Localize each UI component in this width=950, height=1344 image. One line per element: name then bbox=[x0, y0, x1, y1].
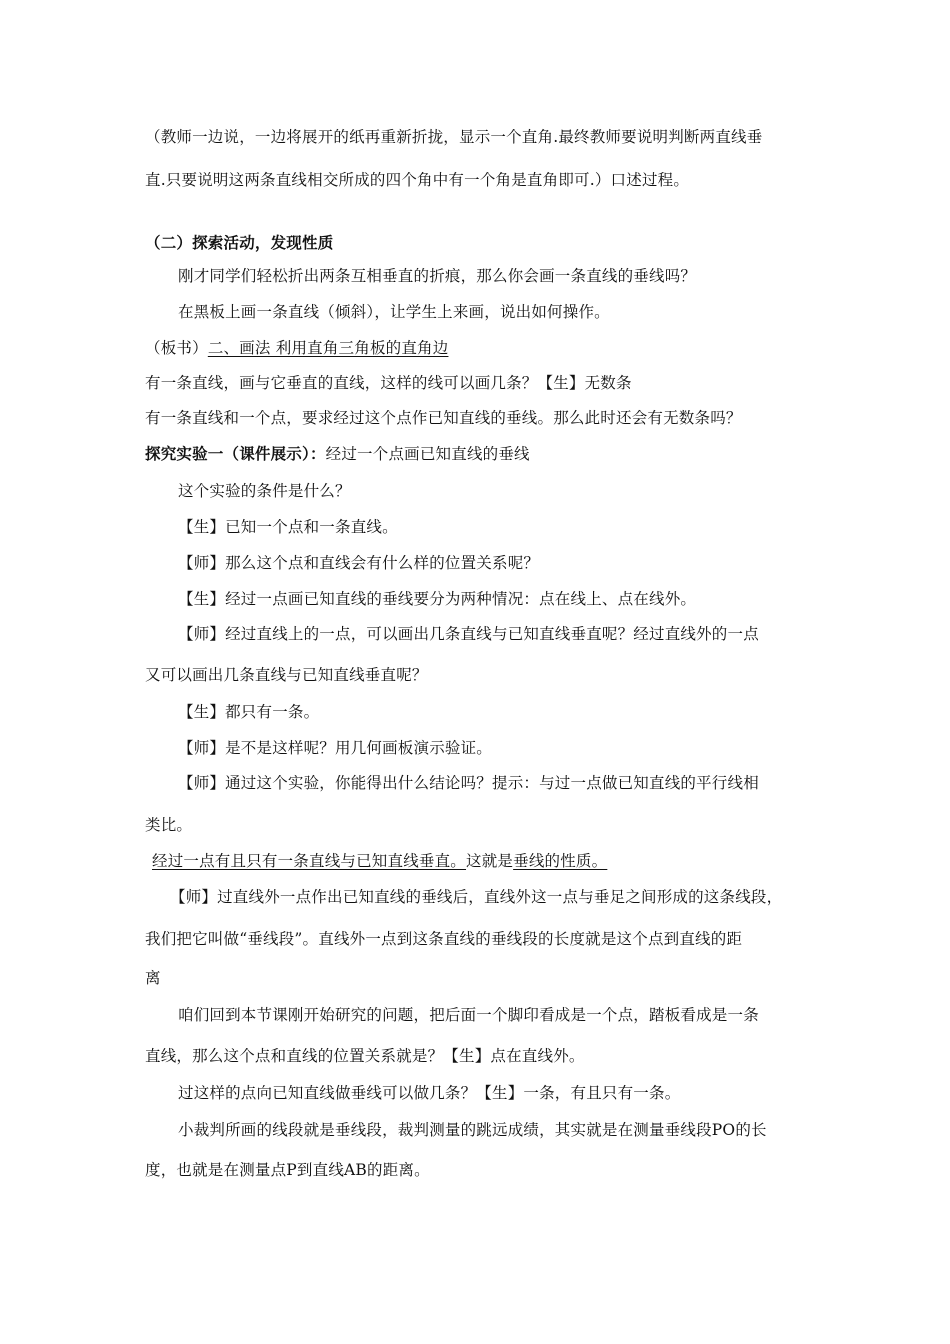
board-writing bbox=[145, 338, 448, 358]
paragraph-teacher-position: 【师】那么这个点和直线会有什么样的位置关系呢？ bbox=[178, 554, 540, 572]
paragraph-referee-line1: 小裁判所画的线段就是垂线段，裁判测量的跳远成绩，其实就是在测量垂线段PO的长 bbox=[178, 1121, 767, 1139]
paragraph-perpendicular-segment-line1: 【师】过直线外一点作出已知直线的垂线后，直线外这一点与垂足之间形成的这条线段， bbox=[170, 888, 783, 906]
paragraph-teacher-conclusion-line2: 类比。 bbox=[145, 816, 193, 834]
perpendicular-property bbox=[152, 851, 607, 871]
paragraph-teacher-fold-line2: 直.只要说明这两条直线相交所成的四个角中有一个角是直角即可.）口述过程。 bbox=[145, 171, 690, 189]
paragraph-footprint-line1: 咱们回到本节课刚开始研究的问题，把后面一个脚印看成是一个点，踏板看成是一条 bbox=[178, 1006, 759, 1024]
property-statement: 经过一点有且只有一条直线与已知直线垂直。 bbox=[152, 852, 467, 870]
property-connector: 这就是 bbox=[466, 852, 514, 870]
experiment-one-text: 经过一个点画已知直线的垂线 bbox=[325, 445, 530, 463]
paragraph-teacher-how-many-line1: 【师】经过直线上的一点，可以画出几条直线与已知直线垂直呢？经过直线外的一点 bbox=[178, 625, 759, 643]
paragraph-footprint-line2: 直线，那么这个点和直线的位置关系就是？【生】点在直线外。 bbox=[145, 1047, 585, 1065]
paragraph-infinite-lines: 有一条直线，画与它垂直的直线，这样的线可以画几条？【生】无数条 bbox=[145, 374, 632, 392]
board-method: 二、画法 利用直角三角板的直角边 bbox=[207, 339, 449, 357]
board-prefix: （板书） bbox=[145, 339, 208, 357]
paragraph-fold-creases: 刚才同学们轻松折出两条互相垂直的折痕，那么你会画一条直线的垂线吗？ bbox=[178, 267, 697, 285]
paragraph-teacher-how-many-line2: 又可以画出几条直线与已知直线垂直呢？ bbox=[145, 666, 428, 684]
experiment-one-title: 探究实验一（课件展示）： bbox=[145, 444, 326, 463]
paragraph-teacher-verify: 【师】是不是这样呢？用几何画板演示验证。 bbox=[178, 739, 493, 757]
paragraph-perpendicular-segment-line2: 我们把它叫做“垂线段”。直线外一点到这条直线的垂线段的长度就是这个点到直线的距 bbox=[145, 930, 743, 948]
paragraph-teacher-fold-line1: （教师一边说，一边将展开的纸再重新折拢，显示一个直角.最终教师要说明判断两直线垂 bbox=[145, 128, 763, 146]
paragraph-blackboard: 在黑板上画一条直线（倾斜），让学生上来画，说出如何操作。 bbox=[178, 303, 610, 321]
property-name: 垂线的性质。 bbox=[513, 852, 608, 870]
paragraph-student-two-cases: 【生】经过一点画已知直线的垂线要分为两种情况：点在线上、点在线外。 bbox=[178, 590, 697, 608]
section-title-explore: （二）探索活动，发现性质 bbox=[145, 233, 334, 252]
paragraph-teacher-conclusion-line1: 【师】通过这个实验，你能得出什么结论吗？提示：与过一点做已知直线的平行线相 bbox=[178, 774, 759, 792]
paragraph-point-and-line: 有一条直线和一个点，要求经过这个点作已知直线的垂线。那么此时还会有无数条吗？ bbox=[145, 409, 742, 427]
paragraph-referee-line2: 度，也就是在测量点P到直线AB的距离。 bbox=[145, 1161, 430, 1179]
paragraph-student-known: 【生】已知一个点和一条直线。 bbox=[178, 518, 398, 536]
experiment-one bbox=[145, 444, 530, 464]
paragraph-student-only-one: 【生】都只有一条。 bbox=[178, 703, 320, 721]
paragraph-condition: 这个实验的条件是什么？ bbox=[178, 482, 351, 500]
paragraph-how-many-perpendiculars: 过这样的点向已知直线做垂线可以做几条？【生】一条，有且只有一条。 bbox=[178, 1084, 681, 1102]
paragraph-perpendicular-segment-line3: 离 bbox=[145, 969, 161, 987]
